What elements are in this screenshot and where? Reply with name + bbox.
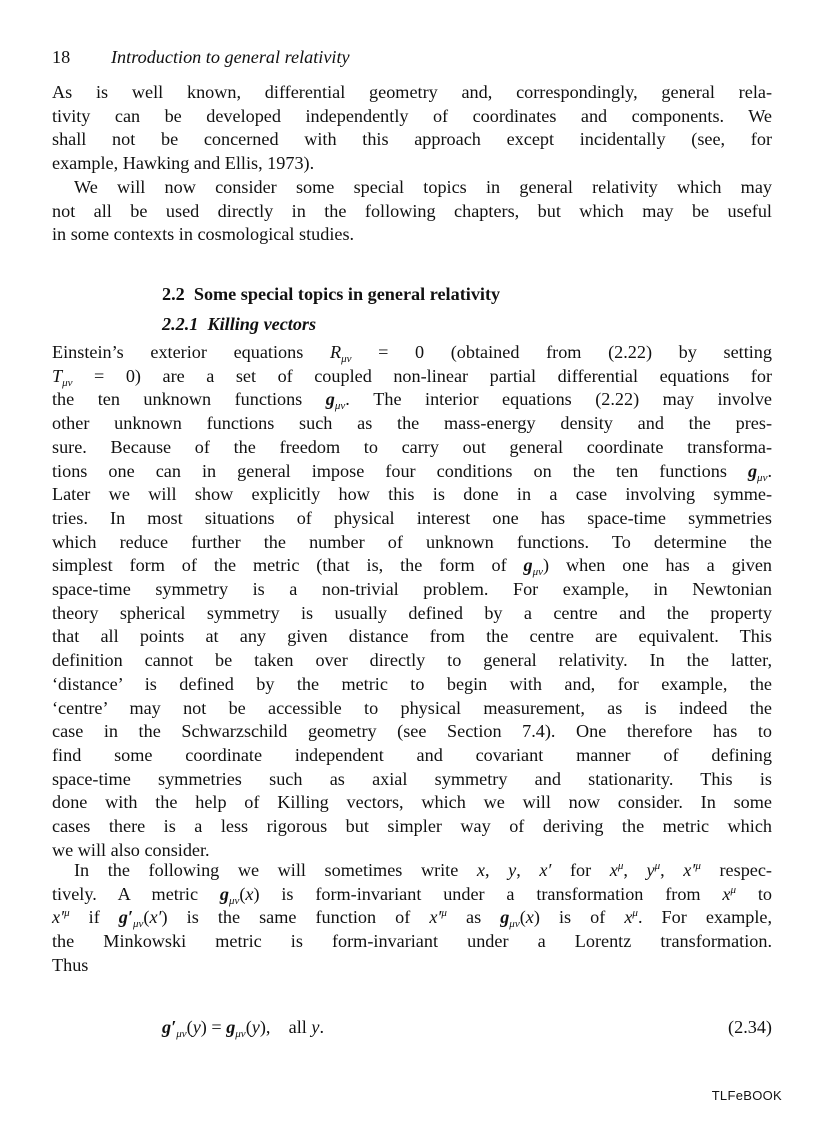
text-run: As is well known, differential geometry and, correspondingly, general rela- [52, 82, 772, 102]
text-run: simplest form of the metric (that is, the form of [52, 555, 524, 576]
math-symbol: x [525, 907, 534, 928]
text-run: space-time symmetries such as axial symmetry and stationarity. This is [52, 768, 772, 789]
text-run: , [660, 860, 684, 880]
text-run: We will now consider some special topics in general relativity which may [74, 176, 772, 197]
text-run: for [551, 860, 610, 880]
text-run: we will also consider. [52, 839, 210, 860]
math-symbol: x [476, 860, 485, 880]
running-header [52, 45, 350, 69]
text-line [52, 483, 772, 507]
math-symbol: $T_{\mu\nu}$ [52, 365, 73, 389]
text-line [52, 200, 772, 224]
math-symbol: y [192, 1017, 201, 1037]
section-title: Some special topics in general relativity [193, 284, 501, 304]
text-line [52, 673, 772, 697]
math-symbol: x [245, 883, 254, 904]
equation-number: (2.34) [728, 1017, 772, 1037]
text-run: . [319, 1017, 324, 1037]
text-line [52, 625, 772, 649]
text-run: respec- [700, 860, 772, 880]
math-symbol: y [311, 1017, 320, 1037]
text-line [52, 744, 772, 768]
text-run: ( [239, 883, 246, 904]
text-run: other unknown functions such as the mass-energy density and the pres- [52, 413, 772, 434]
math-symbol: $x^\mu$ [722, 883, 737, 904]
text-line [52, 507, 772, 531]
subsection-heading [162, 312, 316, 336]
math-symbol: $g_{\mu\nu}$ [219, 883, 240, 907]
text-run: which reduce further the number of unknown functions. To determine the [52, 531, 772, 552]
math-symbol: $R_{\mu\nu}$ [329, 342, 352, 365]
math-symbol: x′ [149, 907, 162, 928]
text-run: sure. Because of the freedom to carry out general coordinate transforma- [52, 436, 772, 457]
text-run: ) when one has a given [543, 555, 772, 576]
text-line [52, 531, 772, 555]
text-line [52, 791, 772, 815]
text-run: tively. A metric [52, 883, 220, 904]
equation-body [162, 1017, 324, 1040]
section-number: 2.2 [162, 284, 185, 304]
text-run: , [484, 860, 509, 880]
text-run: space-time symmetry is a non-trivial problem. For example, in Newtonian [52, 579, 772, 600]
text-line [52, 436, 772, 460]
text-run: ) is form-invariant under a transformation from [253, 883, 723, 904]
text-run: tivity can be developed independently of coordinates and components. We [52, 105, 772, 126]
text-line [52, 365, 772, 389]
text-line [52, 815, 772, 839]
math-symbol: $g_{\mu\nu}$ [226, 1017, 246, 1040]
body-paragraph-form-invariance [52, 859, 772, 978]
text-line [52, 223, 772, 247]
math-symbol: $g'_{\mu\nu}$ [162, 1017, 187, 1040]
math-symbol: $x'^\mu$ [52, 907, 70, 928]
text-run: ‘centre’ may not be accessible to physical measurement, as is indeed the [52, 697, 772, 718]
text-line [52, 152, 772, 176]
text-run: if [69, 907, 119, 928]
math-symbol: $x'^\mu$ [683, 860, 701, 880]
text-run: ) is of [533, 907, 625, 928]
text-run: case in the Schwarzschild geometry (see Section 7.4). One therefore has to [52, 721, 772, 742]
text-run: In the following we will sometimes write [74, 860, 477, 880]
text-run: . The interior equations (2.22) may involve [345, 389, 772, 410]
text-run: Later we will show explicitly how this is done in a case involving symme- [52, 484, 772, 505]
text-run: in some contexts in cosmological studies. [52, 224, 355, 245]
text-line [52, 388, 772, 412]
text-run: , [623, 860, 647, 880]
text-run: as [446, 907, 501, 928]
text-run: shall not be concerned with this approach except incidentally (see, for [52, 129, 772, 150]
math-symbol: $g'_{\mu\nu}$ [118, 907, 144, 931]
text-line [52, 341, 772, 365]
text-line [52, 906, 772, 930]
text-run: not all be used directly in the following chapters, but which may be useful [52, 200, 772, 221]
text-line [52, 697, 772, 721]
text-run: Einstein’s exterior equations [52, 342, 330, 362]
text-line [52, 128, 772, 152]
equation-2-34 [162, 1015, 772, 1039]
watermark: TLFeBOOK [711, 1088, 782, 1103]
math-symbol: $x^\mu$ [609, 860, 624, 880]
text-run: . For example, [637, 907, 772, 928]
text-run: done with the help of Killing vectors, which we will now consider. In some [52, 792, 772, 813]
text-run: find some coordinate independent and covariant manner of defining [52, 744, 772, 765]
text-run: = 0) are a set of coupled non-linear partial differential equations for [72, 365, 772, 386]
text-run: ( [186, 1017, 193, 1037]
running-title: Introduction to general relativity [111, 47, 350, 67]
math-symbol: $g_{\mu\nu}$ [747, 460, 768, 484]
text-run: to [736, 883, 772, 904]
math-symbol: $x'^\mu$ [429, 907, 447, 928]
text-line [52, 859, 772, 883]
section-heading [162, 282, 500, 306]
text-run: example, Hawking and Ellis, 1973). [52, 153, 315, 174]
text-run: cases there is a less rigorous but simpler way of deriving the metric which [52, 816, 772, 837]
math-symbol: $g_{\mu\nu}$ [325, 389, 346, 413]
text-run: . [767, 460, 772, 481]
math-symbol: x′ [539, 860, 552, 880]
text-line [52, 930, 772, 954]
text-line [52, 954, 772, 978]
text-run: tions one can in general impose four conditions on the ten functions [52, 460, 748, 481]
text-line [52, 578, 772, 602]
text-line [52, 554, 772, 578]
text-run: the ten unknown functions [52, 389, 326, 410]
math-symbol: $x^\mu$ [624, 907, 638, 928]
text-run: definition cannot be taken over directly to general relativity. In the latter, [52, 650, 772, 671]
text-line [52, 81, 772, 105]
math-symbol: $y^\mu$ [646, 860, 661, 880]
text-line [52, 412, 772, 436]
text-run: ( [245, 1017, 252, 1037]
math-symbol: y [508, 860, 517, 880]
text-line [52, 649, 772, 673]
text-run: ( [519, 907, 526, 928]
text-run: ( [143, 907, 150, 928]
text-run: ) is the same function of [161, 907, 430, 928]
text-run: Thus [52, 954, 89, 975]
text-run: , [516, 860, 540, 880]
math-symbol: $g_{\mu\nu}$ [500, 907, 520, 931]
text-line [52, 602, 772, 626]
text-run: ) = [200, 1017, 227, 1037]
text-run: = 0 (obtained from (2.22) by setting [351, 342, 772, 362]
text-run: the Minkowski metric is form-invariant under a Lorentz transformation. [52, 931, 772, 952]
intro-text [52, 81, 772, 247]
text-line [52, 720, 772, 744]
page-number: 18 [52, 47, 71, 67]
text-line [52, 176, 772, 200]
text-line [52, 460, 772, 484]
text-run: ‘distance’ is defined by the metric to begin with and, for example, the [52, 673, 772, 694]
text-run: tries. In most situations of physical interest one has space-time symmetries [52, 507, 772, 528]
text-run: that all points at any given distance from the centre are equivalent. This [52, 626, 772, 647]
text-line [52, 105, 772, 129]
text-line [52, 768, 772, 792]
body-paragraph-killing [52, 341, 772, 862]
text-run: theory spherical symmetry is usually defined by a centre and the property [52, 602, 772, 623]
text-line [52, 883, 772, 907]
math-symbol: y [251, 1017, 260, 1037]
math-symbol: $g_{\mu\nu}$ [523, 555, 544, 579]
subsection-number: 2.2.1 [162, 314, 199, 334]
text-run: ), all [259, 1017, 312, 1037]
subsection-title: Killing vectors [207, 314, 317, 334]
